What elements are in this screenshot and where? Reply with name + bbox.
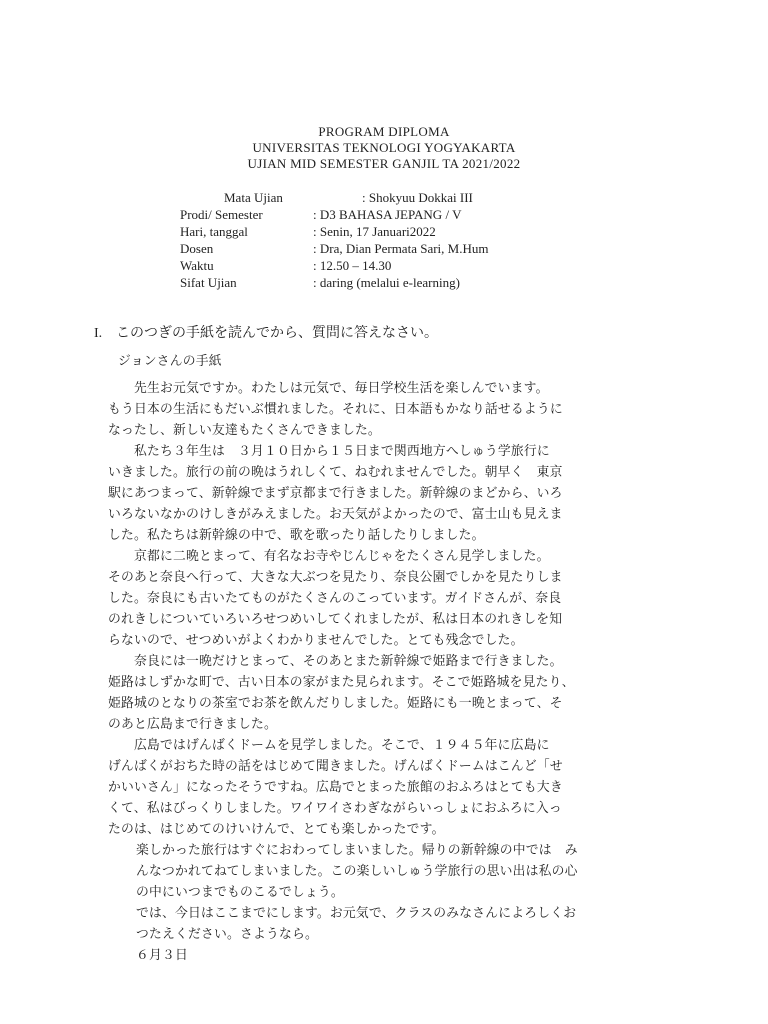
letter-line: 先生お元気ですか。わたしは元気で、毎日学校生活を楽しんでいます。	[108, 381, 549, 396]
info-label: Sifat Ujian	[180, 275, 237, 290]
letter-line: もう日本の生活にもだいぶ慣れました。それに、日本語もかなり話せるように	[108, 402, 563, 417]
letter-line: 姫路城のとなりの茶室でお茶を飲んだりしました。姫路にも一晩とまって、そ	[108, 696, 563, 711]
letter-line: つたえください。さようなら。	[136, 927, 318, 942]
letter-line: のれきしについていろいろせつめいしてくれましたが、私は日本のれきしを知	[108, 612, 563, 627]
letter-line: げんばくがおちた時の話をはじめて聞きました。げんばくドームはこんど「せ	[108, 759, 563, 774]
letter-line: たのは、はじめてのけいけんで、とても楽しかったです。	[108, 822, 445, 837]
letter-line: した。私たちは新幹線の中で、歌を歌ったり話したりしました。	[108, 528, 485, 543]
info-label: Prodi/ Semester	[180, 207, 263, 222]
letter-line: の中にいつまでものこるでしょう。	[136, 885, 344, 900]
exam-header	[0, 124, 768, 172]
letter-line: かいいさん」になったそうですね。広島でとまった旅館のおふろはとても大き	[108, 780, 563, 795]
question-instruction	[94, 322, 438, 342]
info-label: Mata Ujian	[224, 190, 283, 205]
letter-line: ６月３日	[136, 948, 188, 963]
letter-line: した。奈良にも古いたてものがたくさんのこっています。ガイドさんが、奈良	[108, 591, 562, 606]
info-label: Hari, tanggal	[180, 224, 248, 239]
letter-line: くて、私はびっくりしました。ワイワイさわぎながらいっしょにおふろに入っ	[108, 801, 562, 816]
letter-line: いろないなかのけしきがみえました。お天気がよかったので、富士山も見えま	[108, 507, 563, 522]
letter-title: ジョンさんの手紙	[118, 354, 222, 369]
letter-line: 私たち３年生は ３月１０日から１５日まで関西地方へしゅう学旅行に	[108, 444, 550, 459]
program-title: PROGRAM DIPLOMA	[318, 124, 450, 139]
letter-line: のあと広島まで行きました。	[108, 717, 277, 732]
letter-line: そのあと奈良へ行って、大きな大ぶつを見たり、奈良公園でしかを見たりしま	[108, 570, 563, 585]
info-value: : daring (melalui e-learning)	[313, 275, 460, 290]
info-value: : Senin, 17 Januari2022	[313, 224, 436, 239]
letter-line: 楽しかった旅行はすぐにおわってしまいました。帰りの新幹線の中では み	[136, 843, 578, 858]
question-text: このつぎの手紙を読んでから、質問に答えなさい。	[116, 325, 438, 341]
info-value: : Dra, Dian Permata Sari, M.Hum	[313, 241, 489, 256]
university-name: UNIVERSITAS TEKNOLOGI YOGYAKARTA	[252, 140, 516, 155]
exam-title: UJIAN MID SEMESTER GANJIL TA 2021/2022	[247, 156, 521, 171]
info-label: Waktu	[180, 258, 214, 273]
letter-line: 奈良には一晩だけとまって、そのあとまた新幹線で姫路まで行きました。	[108, 654, 563, 669]
info-value: : D3 BAHASA JEPANG / V	[313, 207, 462, 222]
letter-line: 京都に二晩とまって、有名なお寺やじんじゃをたくさん見学しました。	[108, 549, 550, 564]
question-number: I.	[94, 326, 103, 341]
letter-line: 広島ではげんばくドームを見学しました。そこで、１９４５年に広島に	[108, 738, 550, 753]
letter-line: いきました。旅行の前の晩はうれしくて、ねむれませんでした。朝早く 東京	[108, 465, 563, 480]
letter-line: では、今日はここまでにします。お元気で、クラスのみなさんによろしくお	[136, 906, 577, 921]
letter-line: んなつかれてねてしまいました。この楽しいしゅう学旅行の思い出は私の心	[136, 864, 578, 879]
letter-line: なったし、新しい友達もたくさんできました。	[108, 423, 381, 438]
info-label: Dosen	[180, 241, 214, 256]
info-value: : 12.50 – 14.30	[313, 258, 392, 273]
letter-line: らないので、せつめいがよくわかりませんでした。とても残念でした。	[108, 633, 524, 648]
letter-line: 姫路はしずかな町で、古い日本の家がまた見られます。そこで姫路城を見たり、	[108, 675, 575, 690]
letter-line: 駅にあつまって、新幹線でまず京都まで行きました。新幹線のまどから、いろ	[108, 486, 563, 501]
info-value: : Shokyuu Dokkai III	[362, 190, 473, 205]
